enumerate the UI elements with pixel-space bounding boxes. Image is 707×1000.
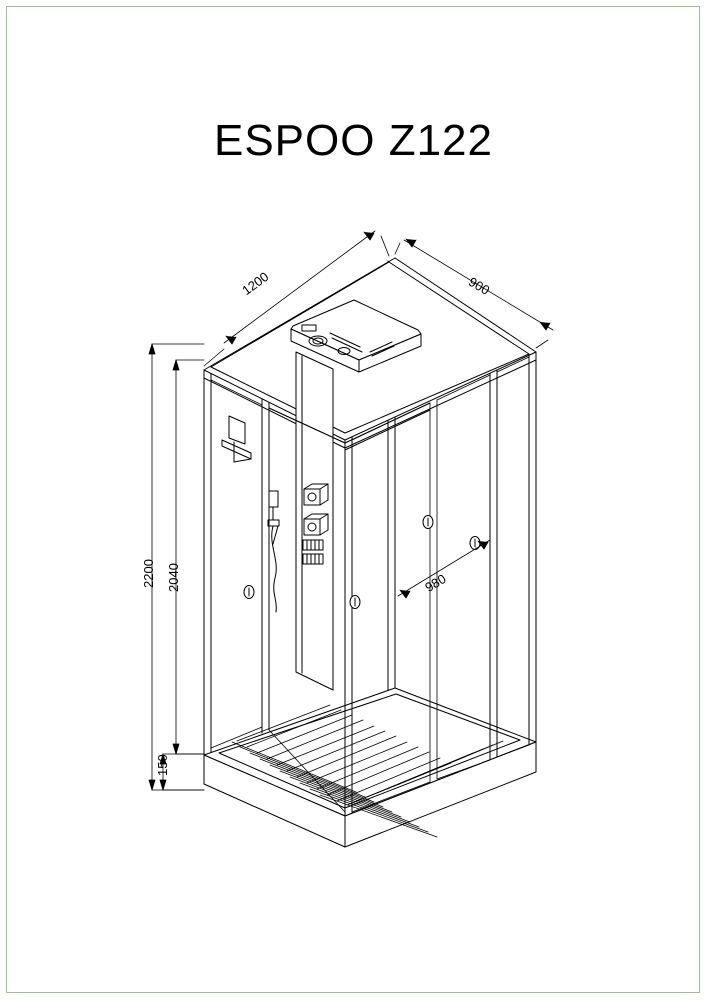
panel-markers [244, 516, 480, 609]
dimension-label-door-opening: 980 [422, 570, 449, 595]
dimension-label-depth: 900 [466, 274, 493, 298]
shower-tray [204, 688, 536, 847]
corner-shelf [222, 416, 251, 462]
shower-column-panel [296, 352, 333, 690]
page-title: ESPOO Z122 [213, 116, 493, 165]
dimension-label-cabin-height: 2040 [166, 563, 181, 592]
hand-shower [268, 491, 279, 612]
dimension-label-total-height: 2200 [141, 559, 156, 588]
dimension-label-tray-height: 150 [155, 754, 170, 776]
dimension-label-width: 1200 [239, 268, 272, 298]
